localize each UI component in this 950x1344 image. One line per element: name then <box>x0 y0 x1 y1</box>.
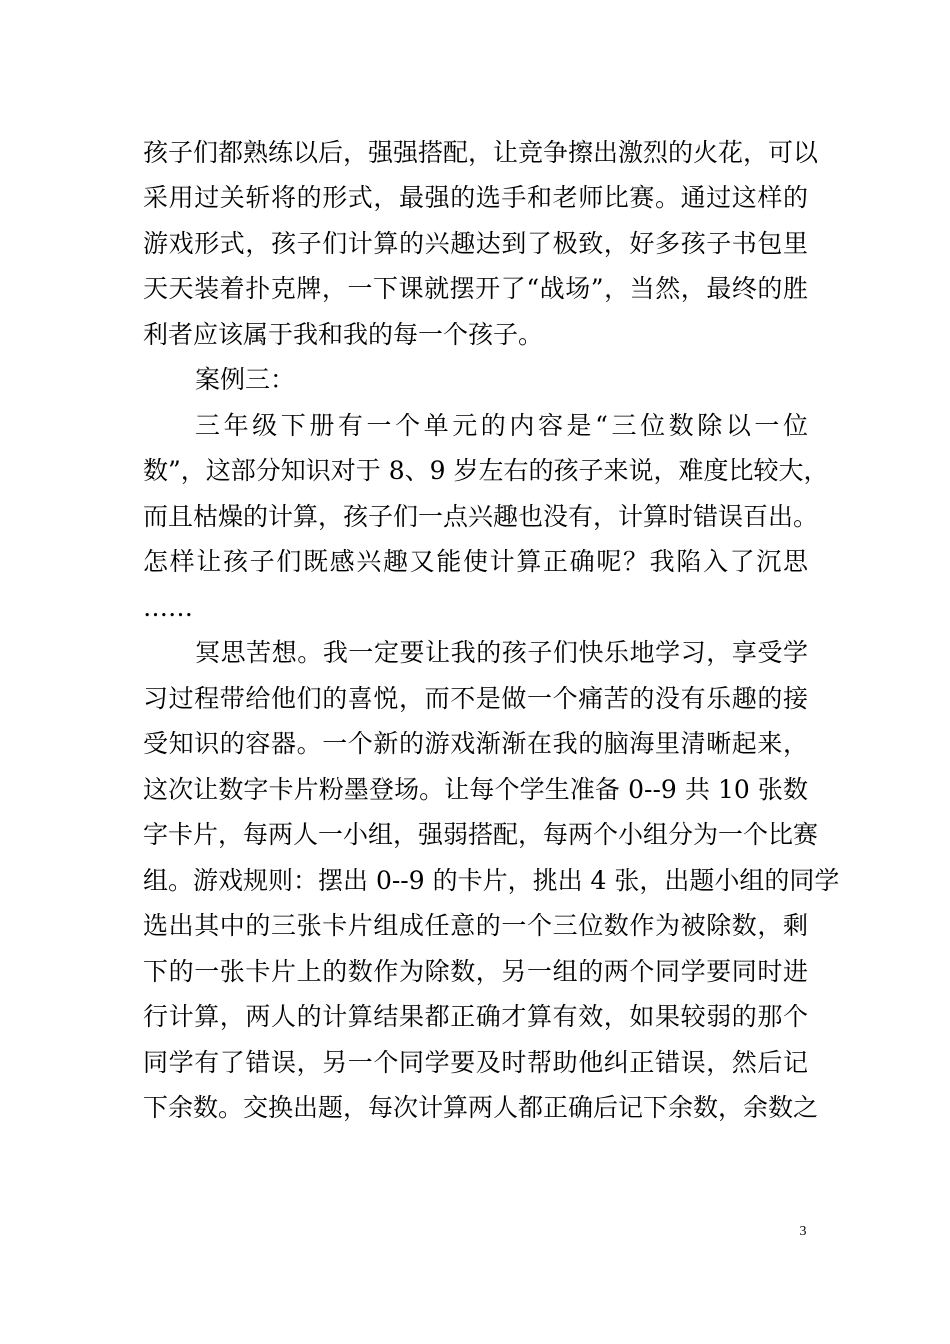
text-line: 行计算，两人的计算结果都正确才算有效，如果较弱的那个 <box>143 1002 808 1031</box>
text-line: 采用过关斩将的形式，最强的选手和老师比赛。通过这样的 <box>143 183 808 212</box>
text-line: 利者应该属于我和我的每一个孩子。 <box>143 320 544 349</box>
text-line: 数”，这部分知识对于 8、9 岁左右的孩子来说，难度比较大， <box>143 456 829 485</box>
text-line: 下的一张卡片上的数作为除数，另一组的两个同学要同时进 <box>143 957 808 986</box>
text-line: 而且枯燥的计算，孩子们一点兴趣也没有，计算时错误百出。 <box>143 502 819 531</box>
text-line: 选出其中的三张卡片组成任意的一个三位数作为被除数，剩 <box>143 911 808 940</box>
text-line: 同学有了错误，另一个同学要及时帮助他纠正错误，然后记 <box>143 1048 808 1077</box>
text-line: 冥思苦想。我一定要让我的孩子们快乐地学习，享受学 <box>195 638 808 667</box>
text-line: 怎样让孩子们既感兴趣又能使计算正确呢？我陷入了沉思 <box>143 547 808 576</box>
page-number: 3 <box>799 1224 807 1239</box>
text-line: 三年级下册有一个单元的内容是“三位数除以一位 <box>195 411 808 440</box>
text-line: 下余数。交换出题，每次计算两人都正确后记下余数，余数之 <box>143 1093 819 1122</box>
text-line: 天天装着扑克牌，一下课就摆开了“战场”，当然，最终的胜 <box>143 274 808 303</box>
text-line: …… <box>143 593 193 622</box>
text-line: 孩子们都熟练以后，强强搭配，让竞争擦出激烈的火花，可以 <box>143 138 819 167</box>
text-line: 受知识的容器。一个新的游戏渐渐在我的脑海里清晰起来， <box>143 729 808 758</box>
text-line: 游戏形式，孩子们计算的兴趣达到了极致，好多孩子书包里 <box>143 229 808 258</box>
text-line: 组。游戏规则：摆出 0--9 的卡片，挑出 4 张，出题小组的同学 <box>143 866 840 895</box>
section-heading: 案例三： <box>195 365 296 394</box>
text-line: 字卡片，每两人一小组，强弱搭配，每两个小组分为一个比赛 <box>143 820 819 849</box>
text-line: 习过程带给他们的喜悦，而不是做一个痛苦的没有乐趣的接 <box>143 684 808 713</box>
text-line: 这次让数字卡片粉墨登场。让每个学生准备 0--9 共 10 张数 <box>143 775 808 804</box>
